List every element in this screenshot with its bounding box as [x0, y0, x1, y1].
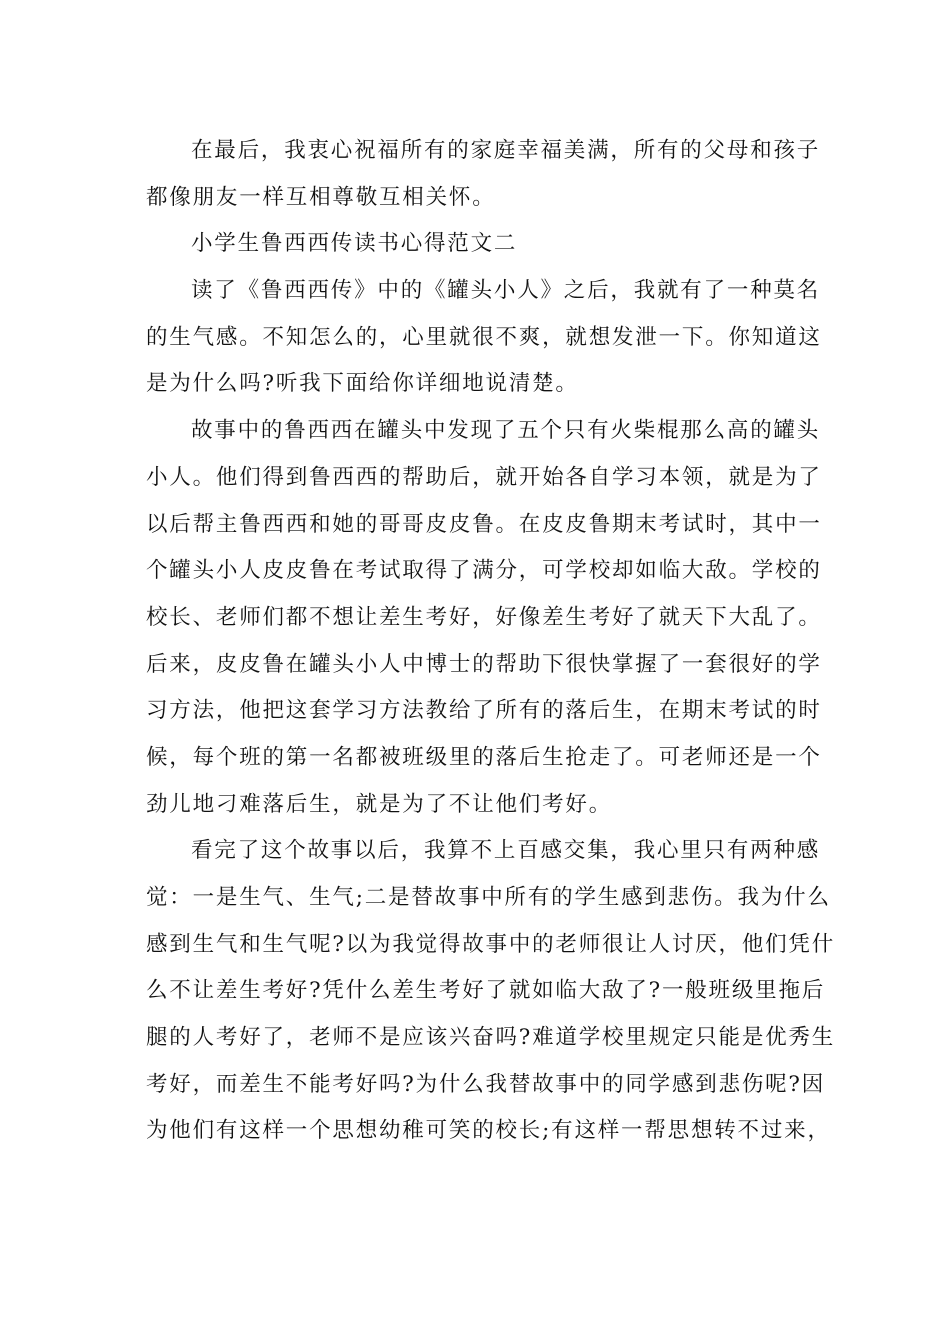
- paragraph-story-line-9: 劲儿地刁难落后生，就是为了不让他们考好。: [146, 791, 613, 817]
- paragraph-story-line-2: 小人。他们得到鲁西西的帮助后，就开始各自学习本领，就是为了: [146, 464, 822, 490]
- paragraph-story-line-7: 习方法，他把这套学习方法教给了所有的落后生，在期末考试的时: [146, 698, 822, 724]
- paragraph-story-line-3: 以后帮主鲁西西和她的哥哥皮皮鲁。在皮皮鲁期末考试时，其中一: [146, 511, 822, 537]
- paragraph-intro-line-1: 读了《鲁西西传》中的《罐头小人》之后，我就有了一种莫名: [191, 278, 821, 304]
- paragraph-closing-line-1: 在最后，我衷心祝福所有的家庭幸福美满，所有的父母和孩子: [191, 138, 821, 163]
- section-heading: 小学生鲁西西传读书心得范文二: [191, 231, 518, 257]
- paragraph-story-line-6: 后来，皮皮鲁在罐头小人中博士的帮助下很快掌握了一套很好的学: [146, 651, 822, 677]
- paragraph-reflection-line-6: 考好，而差生不能考好吗?为什么我替故事中的同学感到悲伤呢?因: [146, 1071, 826, 1097]
- paragraph-reflection-line-3: 感到生气和生气呢?以为我觉得故事中的老师很让人讨厌，他们凭什: [146, 931, 836, 957]
- paragraph-closing-line-2: 都像朋友一样互相尊敬互相关怀。: [146, 184, 496, 210]
- paragraph-reflection-line-7: 为他们有这样一个思想幼稚可笑的校长;有这样一帮思想转不过来，: [146, 1118, 831, 1144]
- paragraph-story-line-8: 候，每个班的第一名都被班级里的落后生抢走了。可老师还是一个: [146, 744, 822, 770]
- paragraph-story-line-1: 故事中的鲁西西在罐头中发现了五个只有火柴棍那么高的罐头: [191, 418, 821, 444]
- paragraph-story-line-4: 个罐头小人皮皮鲁在考试取得了满分，可学校却如临大敌。学校的: [146, 558, 822, 584]
- paragraph-intro-line-3: 是为什么吗?听我下面给你详细地说清楚。: [146, 371, 579, 397]
- paragraph-reflection-line-5: 腿的人考好了，老师不是应该兴奋吗?难道学校里规定只能是优秀生: [146, 1025, 836, 1051]
- paragraph-reflection-line-1: 看完了这个故事以后，我算不上百感交集，我心里只有两种感: [191, 838, 821, 864]
- paragraph-intro-line-2: 的生气感。不知怎么的，心里就很不爽，就想发泄一下。你知道这: [146, 324, 822, 350]
- paragraph-story-line-5: 校长、老师们都不想让差生考好，好像差生考好了就天下大乱了。: [146, 604, 822, 630]
- document-body: [146, 128, 836, 1155]
- paragraph-reflection-line-2: 觉：一是生气、生气;二是替故事中所有的学生感到悲伤。我为什么: [146, 885, 831, 910]
- paragraph-reflection-line-4: 么不让差生考好?凭什么差生考好了就如临大敌了?一般班级里拖后: [146, 978, 826, 1004]
